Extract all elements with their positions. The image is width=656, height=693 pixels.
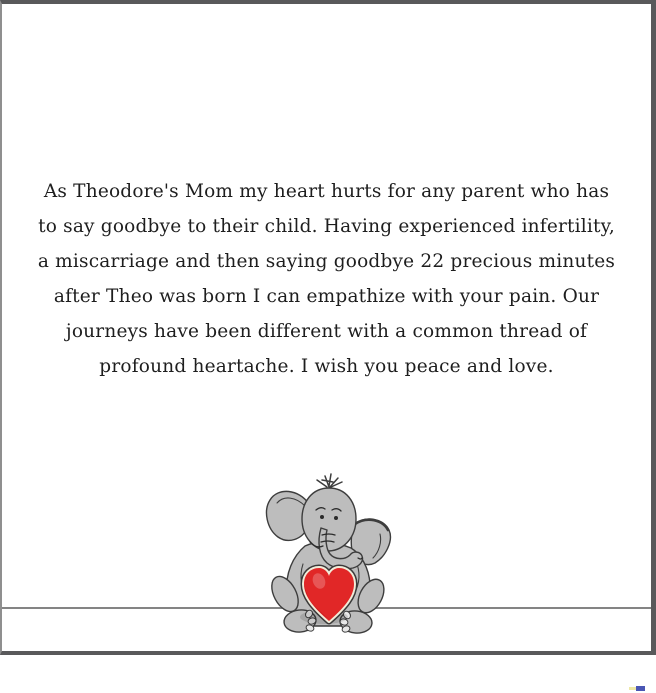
- elephant-illustration: [262, 472, 394, 634]
- elephant-hair-tuft: [317, 474, 342, 487]
- message-line-1: As Theodore's Mom my heart hurts for any parent who has: [43, 181, 610, 202]
- watermark-fragment: [629, 686, 645, 691]
- message-line-3: a miscarriage and then saying goodbye 22 precious minutes: [37, 251, 616, 272]
- elephant-with-heart-icon: [262, 472, 394, 634]
- message-line-6: profound heartache. I wish you peace and love.: [99, 356, 554, 377]
- message-line-2: to say goodbye to their child. Having experienced infertility,: [38, 216, 615, 237]
- message-line-4: after Theo was born I can empathize with your pain. Our: [53, 286, 600, 307]
- message-line-5: journeys have been different with a common thread of: [65, 321, 588, 342]
- watermark-blue-speck: [636, 686, 645, 691]
- watermark-yellow-speck: [629, 687, 636, 690]
- card-message: [38, 174, 615, 384]
